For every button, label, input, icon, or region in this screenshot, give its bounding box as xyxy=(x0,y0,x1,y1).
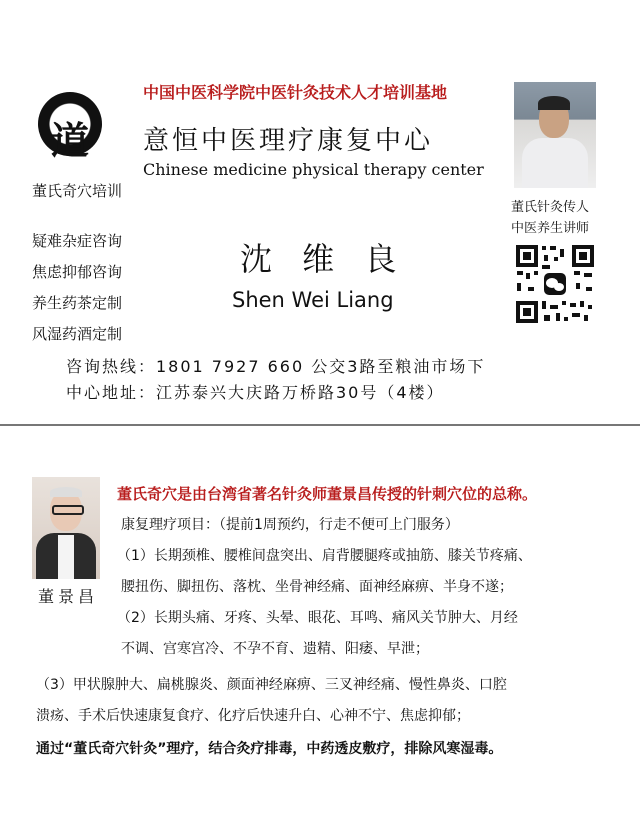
address-line: 中心地址：江苏泰兴大庆路万桥路30号（4楼） xyxy=(66,383,445,402)
logo-calligraphy: 道 xyxy=(50,118,89,163)
therapy-line: 不调、宫寒宫冷、不孕不育、遗精、阳痿、早泄； xyxy=(121,641,429,657)
therapy-line: （1）长期颈椎、腰椎间盘突出、肩背腰腿疼或抽筋、膝关节疼痛、 xyxy=(117,548,532,564)
person-name-en: Shen Wei Liang xyxy=(232,288,394,312)
card-back xyxy=(0,428,640,813)
service-item: 焦虑抑郁咨询 xyxy=(32,263,123,281)
portrait-photo xyxy=(514,82,596,188)
center-name-zh: 意恒中医理疗康复中心 xyxy=(143,126,434,156)
intro-headline: 董氏奇穴是由台湾省著名针灸师董景昌传授的针刺穴位的总称。 xyxy=(117,485,538,503)
therapy-line: 康复理疗项目：（提前1周预约，行走不便可上门服务） xyxy=(121,517,459,533)
org-subtitle: 中国中医科学院中医针灸技术人才培训基地 xyxy=(143,83,448,102)
person-name-zh: 沈 维 良 xyxy=(240,240,407,278)
closing-statement: 通过“董氏奇穴针灸”理疗，结合灸疗排毒，中药透皮敷疗，排除风寒湿毒。 xyxy=(36,741,503,757)
role-title: 董氏针灸传人 xyxy=(511,200,590,215)
center-name-en: Chinese medicine physical therapy center xyxy=(143,160,484,179)
service-item: 疑难杂症咨询 xyxy=(32,232,123,250)
training-label: 董氏奇穴培训 xyxy=(32,182,123,200)
wechat-qr-code-icon[interactable] xyxy=(514,243,596,325)
card-divider xyxy=(0,424,640,426)
service-item: 养生药茶定制 xyxy=(32,294,123,312)
service-item: 风湿药酒定制 xyxy=(32,325,123,343)
therapy-line: 溃疡、手术后快速康复食疗、化疗后快速升白、心神不宁、焦虑抑郁； xyxy=(36,708,470,724)
role-title: 中医养生讲师 xyxy=(511,221,590,236)
therapy-line: 腰扭伤、脚扭伤、落枕、坐骨神经痛、面神经麻痹、半身不遂； xyxy=(121,579,513,595)
founder-photo xyxy=(32,477,100,579)
therapy-line: （3）甲状腺肿大、扁桃腺炎、颜面神经麻痹、三叉神经痛、慢性鼻炎、口腔 xyxy=(36,677,507,693)
hotline-line: 咨询热线：1801 7927 660 公交3路至粮油市场下 xyxy=(66,357,486,376)
founder-name: 董景昌 xyxy=(38,587,99,606)
therapy-line: （2）长期头痛、牙疼、头晕、眼花、耳鸣、痛风关节肿大、月经 xyxy=(117,610,518,626)
